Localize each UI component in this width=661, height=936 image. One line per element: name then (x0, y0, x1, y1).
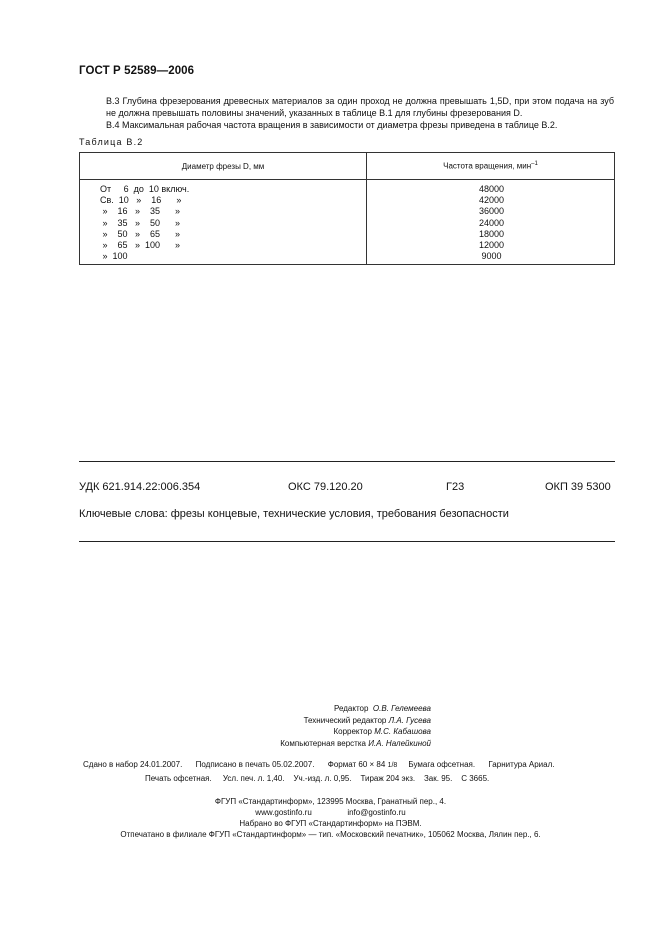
frequency-header-unit-power: –1 (531, 161, 538, 168)
frequency-table (79, 152, 615, 265)
publishing-line-1 (83, 760, 554, 769)
table-header-row (80, 153, 615, 180)
credit-role: Корректор (333, 727, 372, 736)
credits-block (280, 703, 431, 749)
frequency-value: 24000 (478, 217, 505, 228)
print-sheets: Усл. печ. л. 1,40. (222, 774, 285, 783)
keywords: Ключевые слова: фрезы концевые, технические условия, требования безопасности (79, 508, 509, 520)
divider-top (79, 461, 615, 462)
oks-code: ОКС 79.120.20 (288, 481, 363, 493)
order-number: Зак. 95. (423, 774, 453, 783)
credit-role: Редактор (333, 704, 369, 713)
frequency-values-cell (367, 180, 615, 265)
footer-publisher: ФГУП «Стандартинформ», 123995 Москва, Гранатный пер., 4. (214, 797, 447, 806)
g-code: Г23 (446, 481, 465, 493)
paragraph-b4 (79, 119, 614, 131)
credit-name: О.В. Гелемеева (372, 704, 431, 713)
table-body-row (80, 180, 615, 265)
divider-bottom (79, 541, 615, 542)
frequency-header (367, 153, 615, 180)
paper-type: Бумага офсетная. (408, 760, 476, 769)
okp-code: ОКП 39 5300 (545, 481, 611, 493)
publisher-sheets: Уч.-изд. л. 0,95. (293, 774, 352, 783)
credit-line (280, 738, 431, 750)
range-row: » 35 » 50 » (100, 217, 181, 228)
credit-name: И.А. Налейкиной (368, 738, 431, 748)
range-row: Св. 10 » 16 » (100, 195, 182, 206)
format-fraction: 1/8 (387, 762, 398, 769)
range-row: » 100 (100, 251, 128, 262)
footer-printed: Отпечатано в филиале ФГУП «Стандартинформ» — тип. «Московский печатник», 105062 Москва, Лялин пер., 6. (120, 830, 541, 839)
range-row: » 50 » 65 » (100, 228, 181, 239)
frequency-value: 9000 (481, 251, 502, 262)
paragraph-b4-text: В.4 Максимальная рабочая частота вращения в зависимости от диаметра фрезы приведена в таблице В.2. (106, 120, 558, 130)
document-header: ГОСТ Р 52589—2006 (79, 65, 195, 77)
table-caption: Таблица В.2 (79, 137, 144, 147)
credit-role: Компьютерная верстка (280, 738, 366, 748)
email-link[interactable]: info@gostinfo.ru (347, 808, 406, 817)
frequency-value: 48000 (478, 184, 505, 194)
typeface: Гарнитура Ариал. (488, 760, 555, 769)
diameter-ranges-cell (80, 180, 367, 265)
range-row: » 65 » 100 » (100, 239, 181, 250)
frequency-value: 18000 (478, 228, 505, 239)
paragraph-b3 (79, 95, 614, 119)
range-row: » 16 » 35 » (100, 206, 181, 217)
credit-name: М.С. Кабашова (374, 727, 431, 736)
print-run: Тираж 204 экз. (360, 774, 416, 783)
frequency-value: 36000 (478, 206, 505, 217)
frequency-value: 42000 (478, 195, 505, 206)
footer-contacts (0, 808, 661, 819)
frequency-value: 12000 (478, 239, 505, 250)
print-type: Печать офсетная. (145, 774, 212, 783)
publishing-line-2 (145, 774, 489, 783)
credit-line (280, 715, 431, 727)
catalog-number: С 3665. (461, 774, 490, 783)
submitted-date: Сдано в набор 24.01.2007. (83, 760, 183, 769)
credit-line (280, 703, 431, 715)
paragraph-b3-text: В.3 Глубина фрезерования древесных материалов за один проход не должна превышать 1,5D, при этом подача на зуб не должна превышать половины значений, указанных в таблице В.1 для глубины фрезерования D. (106, 96, 614, 118)
diameter-header: Диаметр фрезы D, мм (80, 153, 367, 180)
signed-date: Подписано в печать 05.02.2007. (195, 760, 315, 769)
format: Формат 60 × 84 (327, 760, 386, 769)
credit-name: Л.А. Гусева (388, 715, 431, 725)
credit-line (280, 726, 431, 738)
frequency-header-text: Частота вращения, мин (443, 161, 532, 171)
credit-role: Технический редактор (303, 715, 387, 725)
footer-typeset: Набрано во ФГУП «Стандартинформ» на ПЭВМ. (239, 819, 422, 828)
range-row: От 6 до 10 включ. (100, 184, 190, 194)
udk-code: УДК 621.914.22:006.354 (79, 481, 201, 493)
website-link[interactable]: www.gostinfo.ru (255, 808, 312, 817)
